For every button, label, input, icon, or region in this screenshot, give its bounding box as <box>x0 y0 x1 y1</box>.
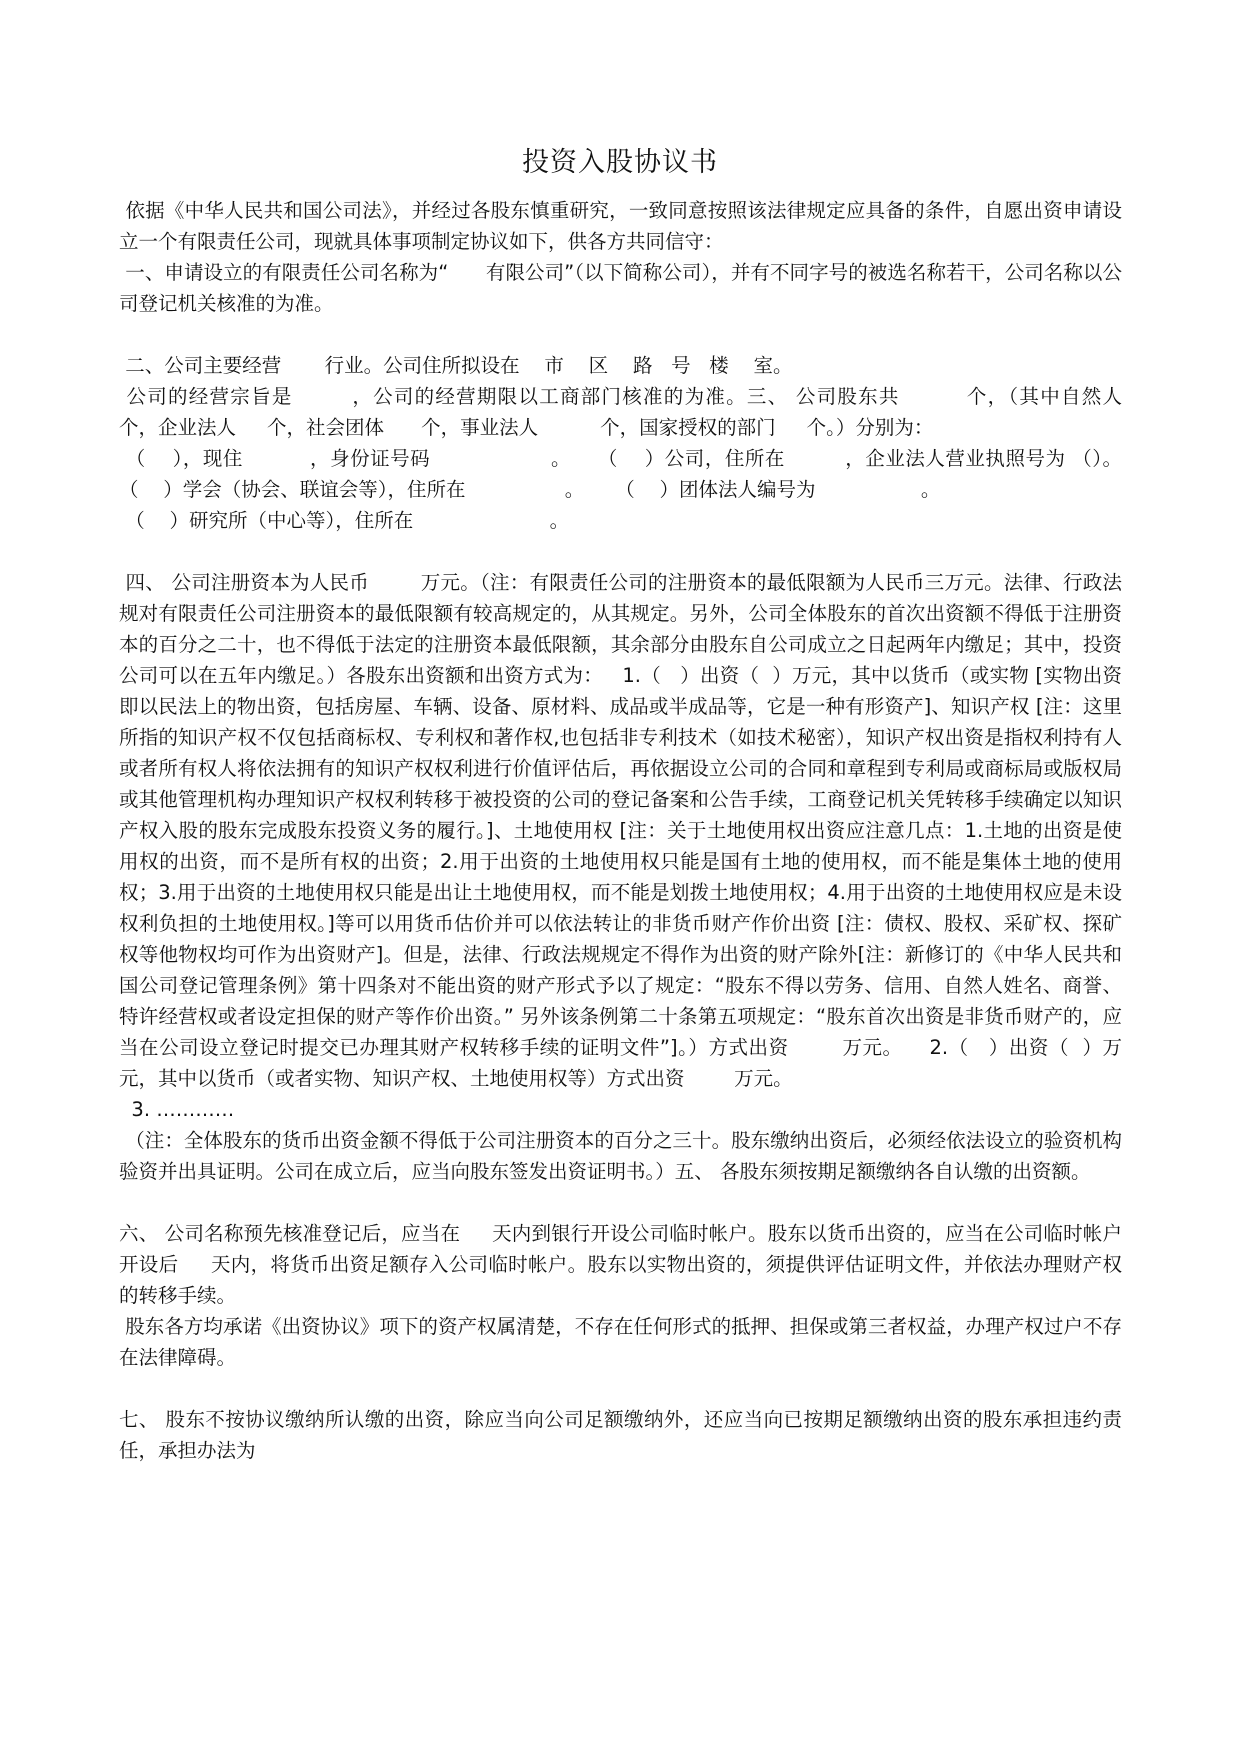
paragraph-spacer <box>119 1187 1122 1218</box>
paragraph-spacer <box>119 536 1122 567</box>
paragraph-spacer <box>119 319 1122 350</box>
paragraph-item-3: 3. ………… <box>119 1098 235 1121</box>
paragraph-article-2: 二、公司主要经营 行业。公司住所拟设在 市 区 路 号 楼 室。 <box>119 354 793 377</box>
paragraph-commitment: 股东各方均承诺《出资协议》项下的资产权属清楚，不存在任何形式的抵押、担保或第三者权益，办理产权过户不存在法律障碍。 <box>119 1315 1122 1369</box>
paragraph-note-article-5: （注：全体股东的货币出资金额不得低于公司注册资本的百分之三十。股东缴纳出资后，必须经依法设立的验资机构验资并出具证明。公司在成立后，应当向股东签发出资证明书。）五、 各股东须按期足额缴纳各自认缴的出资额。 <box>119 1129 1122 1183</box>
paragraph-article-6: 六、 公司名称预先核准登记后，应当在 天内到银行开设公司临时帐户。股东以货币出资的，应当在公司临时帐户开设后 天内，将货币出资足额存入公司临时帐户。股东以实物出资的，须提供评估证明文件，并依法办理财产权的转移手续。 <box>119 1222 1122 1307</box>
document-title: 投资入股协议书 <box>522 147 718 178</box>
paragraph-spacer <box>119 1373 1122 1404</box>
paragraph-article-2-3: 公司的经营宗旨是 ，公司的经营期限以工商部门核准的为准。三、 公司股东共 个，（其中自然人 个，企业法人 个，社会团体 个，事业法人 个，国家授权的部门 个。）分别为： <box>119 385 1166 439</box>
paragraph-article-1: 一、申请设立的有限责任公司名称为“ 有限公司”（以下简称公司），并有不同字号的被选名称若干，公司名称以公司登记机关核准的为准。 <box>119 261 1122 315</box>
paragraph-shareholder-list: （ ），现住 ，身份证号码 。 （ ）公司，住所在 ，企业法人营业执照号为 （）。 （ ）学会（协会、联谊会等），住所在 。 （ ）团体法人编号为 。 <box>119 447 1153 501</box>
paragraph-article-7: 七、 股东不按协议缴纳所认缴的出资，除应当向公司足额缴纳外，还应当向已按期足额缴纳出资的股东承担违约责任，承担办法为 <box>119 1408 1122 1462</box>
paragraph-research-institute: （ ）研究所（中心等），住所在 。 <box>119 509 570 532</box>
paragraph-article-4: 四、 公司注册资本为人民币 万元。（注：有限责任公司的注册资本的最低限额为人民币三万元。法律、行政法规对有限责任公司注册资本的最低限额有较高规定的，从其规定。另外，公司全体股东的首次出资额不得低于注册资本的百分之二十，也不得低于法定的注册资本最低限额，其余部分由股东自公司成立之日起两年内缴足；其中，投资公司可以在五年内缴足。）各股东出资额和出资方式为： 1.（ ）出资（ ）万元，其中以货币（或实物 [实物出资即以民法上的物出资，包括房屋、车辆、设备、原材料、成品或半成品等，它是一种有形资产]、知识产权 [注：这里所指的知识产权不仅包括商标权、专利权和著作权,也包括非专利技术（如技术秘密），知识产权出资是指权利持有人或者所有权人将依法拥有的知识产权权利进行价值评估后，再依据设立公司的合同和章程到专利局或商标局或版权局或其他管理机构办理知识产权权利转移于被投资的公司的登记备案和公告手续，工商登记机关凭转移手续确定以知识产权入股的股东完成股东投资义务的履行。]、土地使用权 [注：关于土地使用权出资应注意几点：1.土地的出资是使用权的出资，而不是所有权的出资；2.用于出资的土地使用权只能是国有土地的使用权，而不能是集体土地的使用权；3.用于出资的土地使用权只能是出让土地使用权，而不能是划拨土地使用权；4.用于出资的土地使用权应是未设权利负担的土地使用权。]等可以用货币估价并可以依法转让的非货币财产作价出资 [注：债权、股权、采矿权、探矿权等他物权均可作为出资财产]。但是，法律、行政法规规定不得作为出资的财产除外[注：新修订的《中华人民共和国公司登记管理条例》第十四条对不能出资的财产形式予以了规定：“股东不得以劳务、信用、自然人姓名、商誉、特许经营权或者设定担保的财产等作价出资。” 另外该条例第二十条第五项规定：“股东首次出资是非货币财产的，应当在公司设立登记时提交已办理其财产权转移手续的证明文件”]。）方式出资 万元。 2.（ ）出资（ ）万元，其中以货币（或者实物、知识产权、土地使用权等）方式出资 万元。 <box>119 571 1122 1090</box>
paragraph-preamble: 依据《中华人民共和国公司法》，并经过各股东慎重研究，一致同意按照该法律规定应具备的条件，自愿出资申请设立一个有限责任公司，现就具体事项制定协议如下，供各方共同信守： <box>119 199 1122 253</box>
document-body <box>119 195 1166 1466</box>
